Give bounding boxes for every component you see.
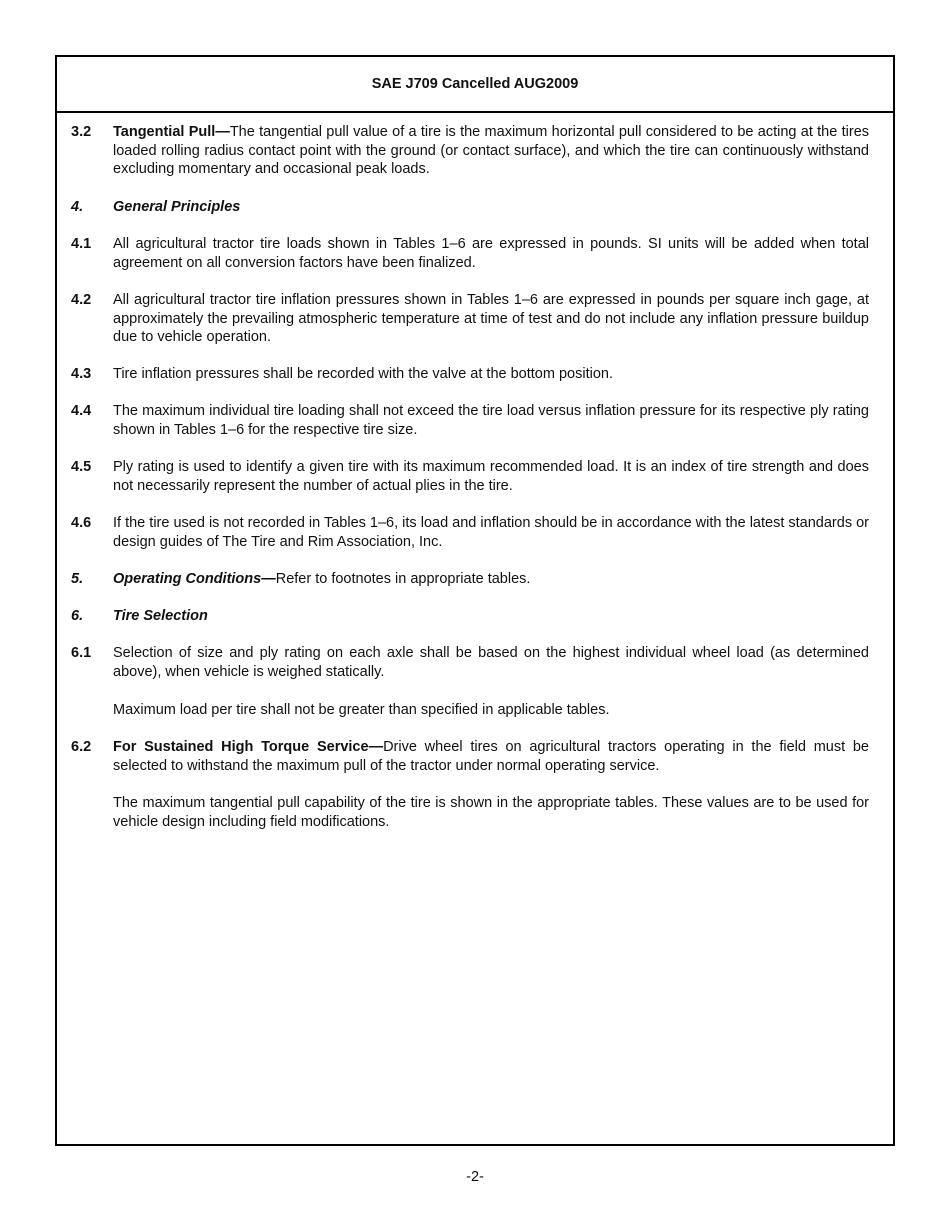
section-4-2	[71, 291, 869, 347]
section-number: 5.	[71, 571, 84, 587]
section-heading: Tire Selection	[113, 608, 208, 624]
page-number: -2-	[466, 1169, 484, 1185]
section-number: 6.	[71, 608, 84, 624]
section-4-heading	[71, 198, 869, 217]
section-body	[113, 291, 869, 347]
section-3-2	[71, 123, 869, 179]
section-number: 4.2	[71, 292, 92, 308]
section-text: The maximum tangential pull capability of the tire is shown in the appropriate tables. These values are to be used for vehicle design including field modifications.	[113, 795, 869, 830]
section-6-1	[71, 644, 869, 681]
section-number: 4.4	[71, 403, 92, 419]
section-body	[113, 365, 869, 384]
section-body	[113, 701, 869, 720]
section-text: If the tire used is not recorded in Tables 1–6, its load and inflation should be in accordance with the latest standards or design guides of The Tire and Rim Association, Inc.	[113, 515, 869, 550]
section-term: Operating Conditions—	[113, 571, 276, 587]
section-body	[113, 123, 869, 179]
section-term: Tangential Pull—	[113, 124, 230, 140]
section-body	[113, 458, 869, 495]
section-6-2	[71, 738, 869, 775]
section-number: 6.1	[71, 645, 92, 661]
section-text: Tire inflation pressures shall be recorded with the valve at the bottom position.	[113, 366, 613, 382]
section-4-1	[71, 235, 869, 272]
section-4-6	[71, 514, 869, 551]
section-body	[113, 570, 869, 589]
section-body	[113, 235, 869, 272]
section-body	[113, 607, 869, 626]
section-4-4	[71, 402, 869, 439]
section-term: For Sustained High Torque Service—	[113, 739, 384, 755]
page-frame	[55, 55, 895, 1146]
document-header	[57, 57, 893, 113]
section-number: 4.6	[71, 515, 92, 531]
section-number: 4.5	[71, 459, 92, 475]
section-body	[113, 198, 869, 217]
section-number: 4.1	[71, 236, 92, 252]
section-text: Refer to footnotes in appropriate tables.	[275, 571, 531, 587]
section-body	[113, 402, 869, 439]
document-title: SAE J709 Cancelled AUG2009	[371, 76, 579, 92]
section-6-2-continuation	[71, 794, 869, 831]
section-text: Drive wheel tires on agricultural tractors operating in the field must be selected to withstand the maximum pull of the tractor under normal operating service.	[113, 739, 869, 774]
section-body	[113, 644, 869, 681]
section-number: 3.2	[71, 124, 92, 140]
section-4-3	[71, 365, 869, 384]
section-text: Ply rating is used to identify a given tire with its maximum recommended load. It is an index of tire strength and does not necessarily represent the number of actual plies in the tire.	[113, 459, 869, 494]
section-number: 4.	[71, 199, 84, 215]
section-6-heading	[71, 607, 869, 626]
section-heading: General Principles	[113, 199, 241, 215]
section-text: The tangential pull value of a tire is the maximum horizontal pull considered to be acting at the tires loaded rolling radius contact point with the ground (or contact surface), and which the tire can continuously withstand excluding momentary and occasional peak loads.	[113, 124, 870, 177]
section-body	[113, 514, 869, 551]
section-text: The maximum individual tire loading shall not exceed the tire load versus inflation pressure for its respective ply rating shown in Tables 1–6 for the respective tire size.	[113, 403, 869, 438]
section-text: All agricultural tractor tire inflation pressures shown in Tables 1–6 are expressed in pounds per square inch gage, at approximately the prevailing atmospheric temperature at time of test and do not include any inflation pressure buildup due to vehicle operation.	[113, 292, 869, 345]
section-text: Selection of size and ply rating on each axle shall be based on the highest individual wheel load (as determined above), when vehicle is weighed statically.	[113, 645, 869, 680]
section-text: Maximum load per tire shall not be greater than specified in applicable tables.	[113, 702, 610, 718]
section-body	[113, 794, 869, 831]
section-4-5	[71, 458, 869, 495]
section-5	[71, 570, 869, 589]
section-text: All agricultural tractor tire loads shown in Tables 1–6 are expressed in pounds. SI units will be added when total agreement on all conversion factors have been finalized.	[113, 236, 869, 271]
section-number: 4.3	[71, 366, 92, 382]
section-6-1-continuation	[71, 701, 869, 720]
section-number: 6.2	[71, 739, 92, 755]
section-body	[113, 738, 869, 775]
